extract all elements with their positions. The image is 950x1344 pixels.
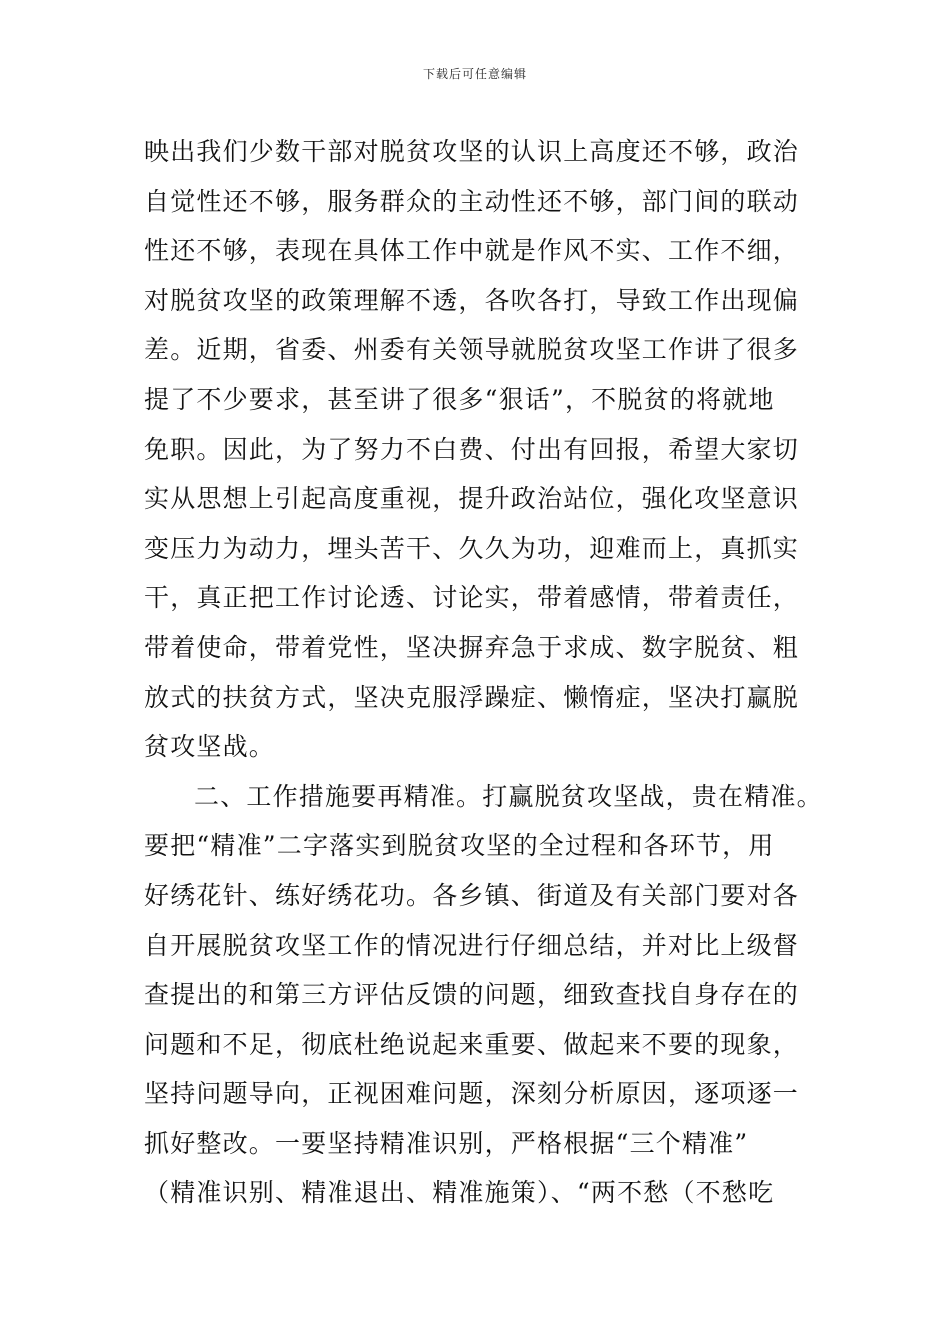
text-line: 免职。因此，为了努力不白费、付出有回报，希望大家切 [144, 434, 800, 464]
text-line: 自觉性还不够，服务群众的主动性还不够，部门间的联动 [144, 186, 800, 216]
text-line: 干，真正把工作讨论透、讨论实，带着感情，带着责任， [144, 583, 800, 613]
text-line: （精准识别、精准退出、精准施策）、“两不愁（不愁吃 [144, 1178, 775, 1208]
text-line: 带着使命，带着党性，坚决摒弃急于求成、数字脱贫、粗 [144, 632, 800, 662]
text-line: 坚持问题导向，正视困难问题，深刻分析原因，逐项逐一 [144, 1079, 800, 1109]
text-line: 放式的扶贫方式，坚决克服浮躁症、懒惰症，坚决打赢脱 [144, 682, 800, 712]
section-heading-line: 二、工作措施要再精准。打赢脱贫攻坚战，贵在精准。 [194, 781, 823, 811]
text-line: 抓好整改。一要坚持精准识别，严格根据“三个精准” [144, 1128, 749, 1158]
text-line: 好绣花针、练好绣花功。各乡镇、街道及有关部门要对各 [144, 880, 800, 910]
text-line: 映出我们少数干部对脱贫攻坚的认识上高度还不够，政治 [144, 137, 800, 166]
text-line: 贫攻坚战。 [144, 732, 276, 762]
text-line: 变压力为动力，埋头苦干、久久为功，迎难而上，真抓实 [144, 533, 800, 563]
text-line: 性还不够，表现在具体工作中就是作风不实、工作不细， [144, 236, 800, 266]
text-line: 对脱贫攻坚的政策理解不透，各吹各打，导致工作出现偏 [144, 285, 800, 315]
text-line: 提了不少要求，甚至讲了很多“狠话”，不脱贫的将就地 [144, 384, 775, 414]
page-header: 下载后可任意编辑 [422, 67, 527, 81]
text-line: 要把“精准”二字落实到脱贫攻坚的全过程和各环节，用 [144, 831, 775, 861]
text-line: 实从思想上引起高度重视，提升政治站位，强化攻坚意识 [144, 484, 800, 514]
text-line: 自开展脱贫攻坚工作的情况进行仔细总结，并对比上级督 [144, 930, 800, 960]
text-line: 问题和不足，彻底杜绝说起来重要、做起来不要的现象， [144, 1029, 800, 1059]
text-line: 差。近期，省委、州委有关领导就脱贫攻坚工作讲了很多 [144, 335, 800, 365]
text-line: 查提出的和第三方评估反馈的问题，细致查找自身存在的 [144, 980, 800, 1010]
document-body [144, 127, 824, 1218]
